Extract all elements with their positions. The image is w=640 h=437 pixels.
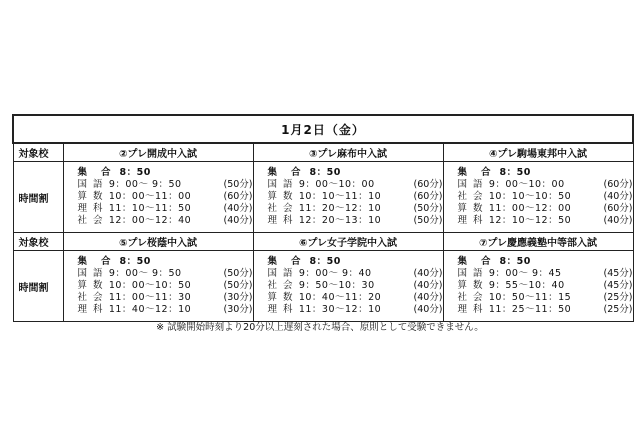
time-range: 12：20～13：10	[298, 215, 382, 226]
time-range: 9：00～ 9：40	[298, 268, 372, 279]
school-name: ③プレ麻布中入試	[253, 143, 443, 162]
duration: (45分)	[603, 280, 633, 291]
gather-time: 8：50	[309, 256, 341, 267]
school-name: ④プレ駒場東邦中入試	[443, 143, 633, 162]
gather-time: 8：50	[499, 256, 531, 267]
schedule-line	[78, 280, 253, 292]
schedule-line	[458, 179, 633, 191]
subject-name: 国語	[77, 268, 109, 279]
time-range: 9：00～10：00	[298, 179, 375, 190]
duration: (40分)	[223, 203, 253, 214]
duration: (50分)	[223, 268, 253, 279]
schedule-line	[458, 304, 633, 316]
time-range: 12：00～12：40	[108, 215, 192, 226]
subject-name: 理科	[267, 304, 299, 315]
subject-name: 理科	[457, 215, 489, 226]
gather-time: 8：50	[119, 256, 151, 267]
gather-label: 集合	[457, 167, 505, 178]
schedule-line	[268, 191, 443, 203]
schedule-line	[78, 191, 253, 203]
duration: (40分)	[413, 292, 443, 303]
schedule-line	[268, 268, 443, 280]
school-name: ⑤プレ桜蔭中入試	[63, 233, 253, 251]
time-range: 9：50～10：30	[298, 280, 375, 291]
duration: (60分)	[223, 191, 253, 202]
subject-name: 国語	[77, 179, 109, 190]
subject-name: 理科	[267, 215, 299, 226]
school-name: ②プレ開成中入試	[63, 143, 253, 162]
schedule-line	[458, 191, 633, 203]
duration: (50分)	[223, 280, 253, 291]
subject-name: 国語	[267, 268, 299, 279]
schedule-line	[268, 292, 443, 304]
time-range: 10：10～11：10	[298, 191, 382, 202]
time-range: 11：20～12：10	[298, 203, 382, 214]
lateness-note: ※ 試験開始時刻より20分以上遅刻された場合、原則として受験できません。	[156, 322, 484, 333]
duration: (30分)	[223, 304, 253, 315]
time-range: 11：00～11：30	[108, 292, 192, 303]
schedule-line	[458, 203, 633, 215]
subject-name: 社会	[267, 280, 299, 291]
subject-name: 算数	[457, 280, 489, 291]
time-range: 11：00～12：00	[488, 203, 572, 214]
subject-name: 算数	[267, 191, 299, 202]
schedule-cell	[253, 251, 443, 322]
duration: (60分)	[603, 203, 633, 214]
subject-name: 理科	[457, 304, 489, 315]
duration: (40分)	[603, 191, 633, 202]
duration: (40分)	[413, 280, 443, 291]
subject-name: 社会	[457, 191, 489, 202]
subject-name: 算数	[457, 203, 489, 214]
duration: (60分)	[413, 191, 443, 202]
duration: (60分)	[413, 179, 443, 190]
schedule-line	[268, 304, 443, 316]
time-range: 10：40～11：20	[298, 292, 382, 303]
schedule-cell	[253, 162, 443, 233]
school-name: ⑦プレ慶應義塾中等部入試	[443, 233, 633, 251]
schedule-line	[268, 215, 443, 227]
gather-label: 集合	[267, 167, 315, 178]
subject-name: 社会	[267, 203, 299, 214]
gather-time: 8：50	[499, 167, 531, 178]
row-label-school: 対象校	[13, 233, 63, 251]
schedule-cell	[443, 162, 633, 233]
time-range: 11：30～12：10	[298, 304, 382, 315]
gather-label: 集合	[77, 256, 125, 267]
time-range: 10：00～11：00	[108, 191, 192, 202]
schedule-line	[78, 179, 253, 191]
duration: (25分)	[603, 304, 633, 315]
time-range: 10：50～11：15	[488, 292, 572, 303]
table-title: 1月2日（金）	[13, 115, 633, 143]
schedule-cell	[63, 162, 253, 233]
time-range: 9：00～ 9：50	[108, 268, 182, 279]
gather-label: 集合	[267, 256, 315, 267]
duration: (25分)	[603, 292, 633, 303]
duration: (45分)	[603, 268, 633, 279]
schedule-line	[458, 215, 633, 227]
schedule-line	[78, 292, 253, 304]
duration: (50分)	[413, 203, 443, 214]
schedule-cell	[443, 251, 633, 322]
row-label-schedule: 時間割	[13, 162, 63, 233]
gather-line	[268, 256, 443, 268]
gather-line	[458, 256, 633, 268]
time-range: 9：00～ 9：50	[108, 179, 182, 190]
duration: (60分)	[603, 179, 633, 190]
duration: (30分)	[223, 292, 253, 303]
time-range: 9：00～10：00	[488, 179, 565, 190]
subject-name: 社会	[457, 292, 489, 303]
gather-label: 集合	[457, 256, 505, 267]
subject-name: 国語	[457, 268, 489, 279]
gather-line	[458, 167, 633, 179]
gather-line	[78, 167, 253, 179]
schedule-line	[268, 179, 443, 191]
time-range: 12：10～12：50	[488, 215, 572, 226]
schedule-line	[458, 292, 633, 304]
subject-name: 社会	[77, 292, 109, 303]
subject-name: 国語	[457, 179, 489, 190]
subject-name: 国語	[267, 179, 299, 190]
duration: (40分)	[603, 215, 633, 226]
exam-schedule-table	[12, 114, 634, 322]
subject-name: 社会	[77, 215, 109, 226]
row-label-schedule: 時間割	[13, 251, 63, 322]
gather-line	[78, 256, 253, 268]
subject-name: 理科	[77, 304, 109, 315]
duration: (50分)	[223, 179, 253, 190]
schedule-cell	[63, 251, 253, 322]
school-name: ⑥プレ女子学院中入試	[253, 233, 443, 251]
gather-label: 集合	[77, 167, 125, 178]
schedule-line	[458, 280, 633, 292]
subject-name: 算数	[77, 280, 109, 291]
subject-name: 理科	[77, 203, 109, 214]
row-label-school: 対象校	[13, 143, 63, 162]
schedule-line	[268, 280, 443, 292]
schedule-line	[78, 215, 253, 227]
time-range: 11：10～11：50	[108, 203, 192, 214]
time-range: 10：10～10：50	[488, 191, 572, 202]
gather-time: 8：50	[119, 167, 151, 178]
time-range: 9：00～ 9：45	[488, 268, 562, 279]
schedule-line	[78, 268, 253, 280]
gather-line	[268, 167, 443, 179]
subject-name: 算数	[267, 292, 299, 303]
schedule-line	[458, 268, 633, 280]
gather-time: 8：50	[309, 167, 341, 178]
time-range: 11：40～12：10	[108, 304, 192, 315]
schedule-line	[268, 203, 443, 215]
time-range: 9：55～10：40	[488, 280, 565, 291]
duration: (40分)	[413, 304, 443, 315]
duration: (50分)	[413, 215, 443, 226]
time-range: 10：00～10：50	[108, 280, 192, 291]
schedule-line	[78, 203, 253, 215]
subject-name: 算数	[77, 191, 109, 202]
duration: (40分)	[413, 268, 443, 279]
duration: (40分)	[223, 215, 253, 226]
schedule-line	[78, 304, 253, 316]
time-range: 11：25～11：50	[488, 304, 572, 315]
